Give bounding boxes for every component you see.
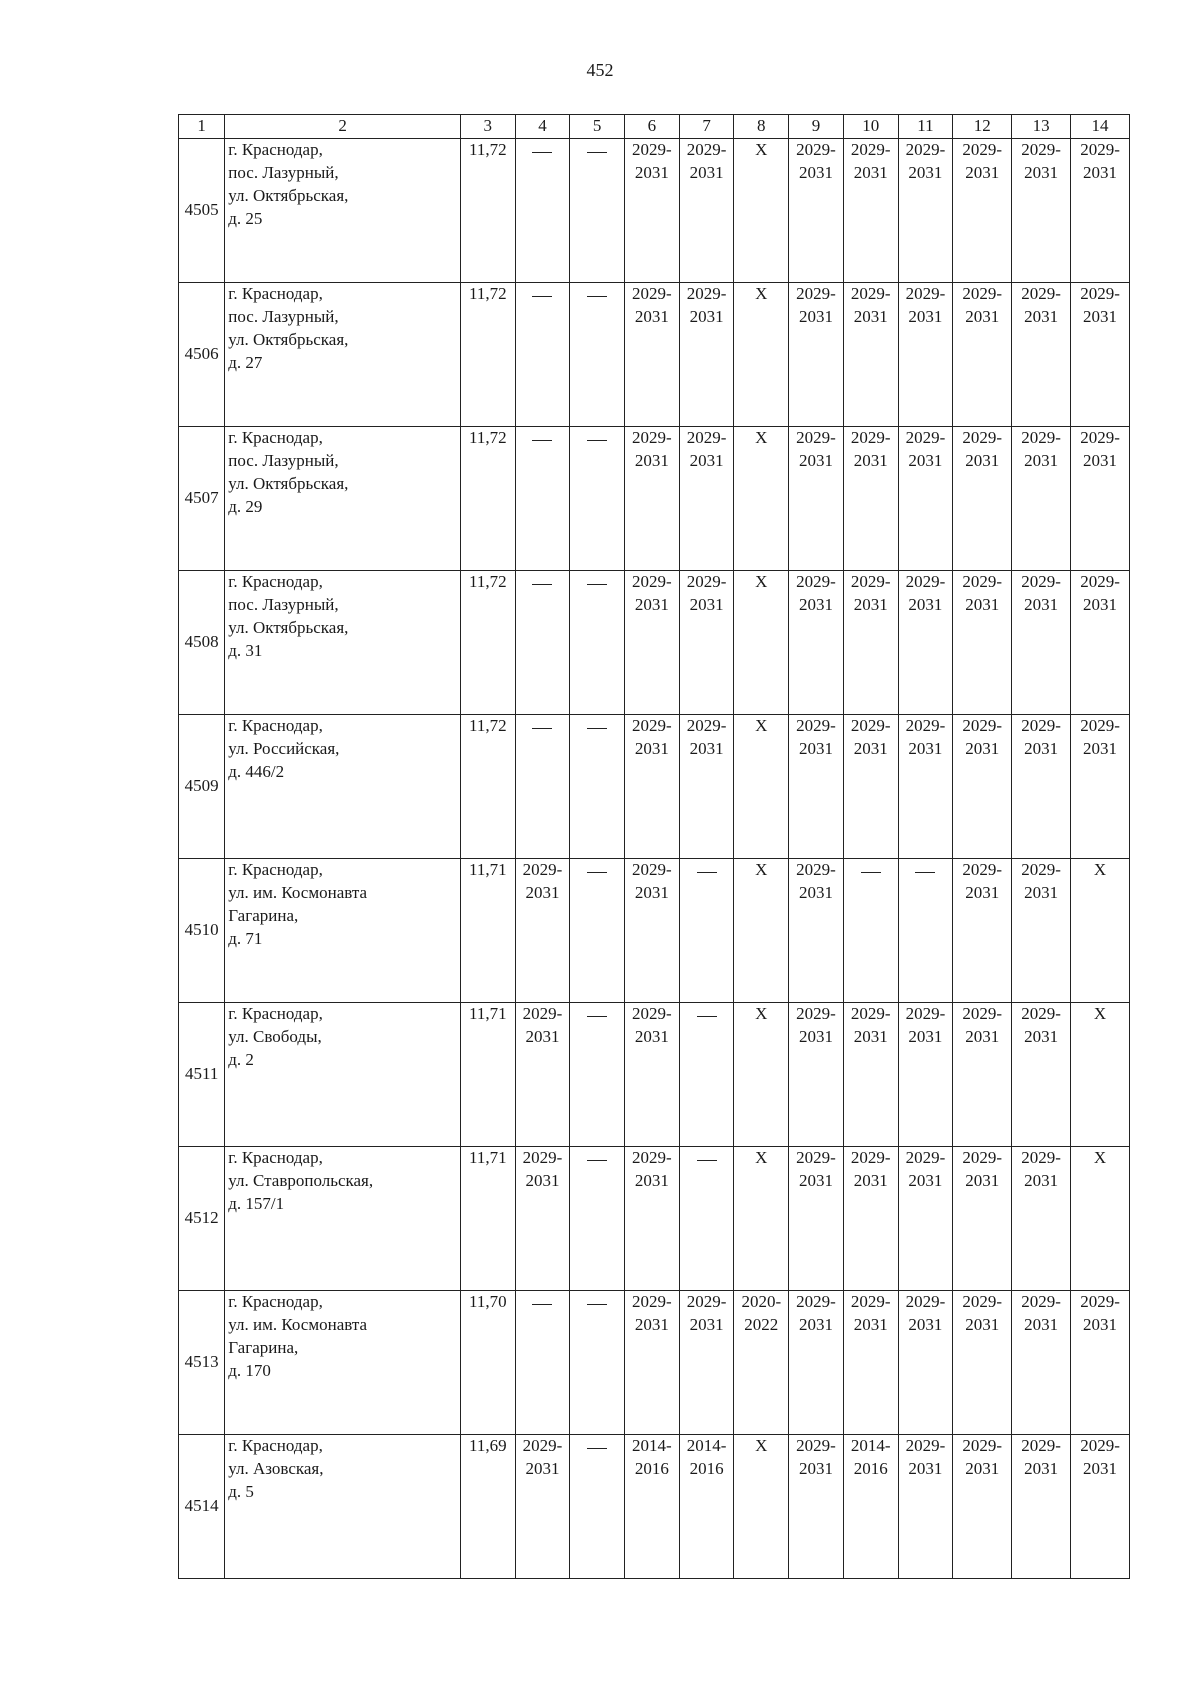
column-header: 9 [789, 115, 844, 139]
address-line: д. 446/2 [228, 761, 285, 781]
x-mark-cell: X [734, 1002, 789, 1146]
dash-cell [679, 1146, 734, 1290]
year-range-cell: 2029- 2031 [625, 282, 680, 426]
column-header: 10 [843, 115, 898, 139]
value-cell: 11,69 [460, 1434, 515, 1578]
year-range-cell: 2029- 2031 [679, 1290, 734, 1434]
address-line: ул. Российская, [228, 738, 340, 758]
year-range-cell: 2029- 2031 [898, 138, 953, 282]
dash-mark [532, 1304, 552, 1305]
year-range-cell: 2029- 2031 [1012, 1434, 1071, 1578]
row-number: 4510 [179, 858, 225, 1002]
address-line: г. Краснодар, [228, 1147, 323, 1167]
year-range-cell: 2029- 2031 [1071, 1290, 1130, 1434]
year-range-cell: 2029- 2031 [515, 858, 570, 1002]
dash-cell [570, 1290, 625, 1434]
x-mark-cell: X [734, 570, 789, 714]
year-range-cell: 2029- 2031 [625, 1290, 680, 1434]
dash-mark [587, 1160, 607, 1161]
row-number: 4508 [179, 570, 225, 714]
table-row [179, 282, 1130, 426]
value-cell: 11,71 [460, 1002, 515, 1146]
value-cell: 11,71 [460, 858, 515, 1002]
year-range-cell: 2029- 2031 [789, 426, 844, 570]
year-range-cell: 2029- 2031 [789, 1434, 844, 1578]
address-cell [225, 138, 461, 282]
year-range-cell: 2029- 2031 [679, 426, 734, 570]
address-line: д. 5 [228, 1481, 254, 1501]
address-line: пос. Лазурный, [228, 162, 339, 182]
table-row [179, 1146, 1130, 1290]
dash-cell [570, 714, 625, 858]
year-range-cell: 2029- 2031 [789, 1146, 844, 1290]
dash-mark [587, 872, 607, 873]
row-number: 4509 [179, 714, 225, 858]
address-line: ул. Октябрьская, [228, 329, 349, 349]
year-range-cell: 2029- 2031 [1012, 282, 1071, 426]
row-number: 4514 [179, 1434, 225, 1578]
column-header: 8 [734, 115, 789, 139]
year-range-cell: 2029- 2031 [843, 1290, 898, 1434]
year-range-cell: 2029- 2031 [1071, 1434, 1130, 1578]
address-line: г. Краснодар, [228, 1291, 323, 1311]
address-line: д. 157/1 [228, 1193, 285, 1213]
dash-cell [515, 1290, 570, 1434]
year-range-cell: 2029- 2031 [843, 426, 898, 570]
dash-cell [515, 714, 570, 858]
address-line: д. 27 [228, 352, 263, 372]
address-cell [225, 1434, 461, 1578]
year-range-cell: 2029- 2031 [1012, 714, 1071, 858]
dash-mark [532, 584, 552, 585]
dash-mark [697, 1016, 717, 1017]
year-range-cell: 2029- 2031 [1071, 282, 1130, 426]
year-range-cell: 2029- 2031 [953, 570, 1012, 714]
dash-mark [532, 440, 552, 441]
row-number: 4505 [179, 138, 225, 282]
x-mark-cell: X [734, 858, 789, 1002]
year-range-cell: 2029- 2031 [1012, 426, 1071, 570]
dash-cell [570, 570, 625, 714]
address-line: ул. им. Космонавта [228, 1314, 368, 1334]
address-line: пос. Лазурный, [228, 594, 339, 614]
address-line: ул. Ставропольская, [228, 1170, 374, 1190]
row-number: 4512 [179, 1146, 225, 1290]
dash-mark [915, 872, 935, 873]
address-line: пос. Лазурный, [228, 450, 339, 470]
column-header: 6 [625, 115, 680, 139]
dash-mark [587, 296, 607, 297]
address-cell [225, 714, 461, 858]
column-header: 4 [515, 115, 570, 139]
address-line: г. Краснодар, [228, 427, 323, 447]
dash-cell [570, 138, 625, 282]
year-range-cell: 2029- 2031 [898, 426, 953, 570]
year-range-cell: 2029- 2031 [898, 1290, 953, 1434]
dash-mark [587, 440, 607, 441]
address-line: Гагарина, [228, 1337, 299, 1357]
row-number: 4513 [179, 1290, 225, 1434]
year-range-cell: 2029- 2031 [679, 138, 734, 282]
address-line: д. 170 [228, 1360, 271, 1380]
dash-cell [515, 570, 570, 714]
year-range-cell: 2029- 2031 [1071, 138, 1130, 282]
year-range-cell: 2029- 2031 [625, 426, 680, 570]
table-row [179, 714, 1130, 858]
address-line: д. 25 [228, 208, 263, 228]
value-cell: 11,72 [460, 570, 515, 714]
dash-cell [898, 858, 953, 1002]
year-range-cell: 2029- 2031 [953, 1002, 1012, 1146]
year-range-cell: 2029- 2031 [843, 282, 898, 426]
address-line: ул. Октябрьская, [228, 473, 349, 493]
address-line: д. 71 [228, 928, 263, 948]
dash-cell [515, 426, 570, 570]
address-line: д. 29 [228, 496, 263, 516]
address-line: г. Краснодар, [228, 571, 323, 591]
year-range-cell: 2029- 2031 [953, 1290, 1012, 1434]
value-cell: 11,71 [460, 1146, 515, 1290]
dash-cell [570, 1146, 625, 1290]
address-cell [225, 570, 461, 714]
year-range-cell: 2029- 2031 [1071, 570, 1130, 714]
dash-mark [587, 1304, 607, 1305]
address-line: ул. Октябрьская, [228, 185, 349, 205]
x-mark-cell: X [734, 714, 789, 858]
year-range-cell: 2029- 2031 [515, 1002, 570, 1146]
year-range-cell: 2029- 2031 [625, 714, 680, 858]
dash-cell [570, 426, 625, 570]
year-range-cell: 2020- 2022 [734, 1290, 789, 1434]
year-range-cell: 2014- 2016 [679, 1434, 734, 1578]
table-body [179, 115, 1130, 1579]
year-range-cell: 2029- 2031 [1012, 138, 1071, 282]
column-header: 12 [953, 115, 1012, 139]
year-range-cell: 2029- 2031 [625, 1146, 680, 1290]
address-cell [225, 1290, 461, 1434]
address-cell [225, 282, 461, 426]
address-line: г. Краснодар, [228, 859, 323, 879]
dash-mark [697, 1160, 717, 1161]
address-line: г. Краснодар, [228, 1003, 323, 1023]
year-range-cell: 2014- 2016 [625, 1434, 680, 1578]
year-range-cell: 2029- 2031 [789, 570, 844, 714]
year-range-cell: 2029- 2031 [679, 282, 734, 426]
year-range-cell: 2029- 2031 [898, 1002, 953, 1146]
address-line: д. 2 [228, 1049, 254, 1069]
header-row [179, 115, 1130, 139]
year-range-cell: 2029- 2031 [625, 138, 680, 282]
column-header: 5 [570, 115, 625, 139]
address-line: Гагарина, [228, 905, 299, 925]
x-mark-cell: X [1071, 858, 1130, 1002]
year-range-cell: 2029- 2031 [843, 1002, 898, 1146]
x-mark-cell: X [734, 138, 789, 282]
value-cell: 11,70 [460, 1290, 515, 1434]
dash-mark [697, 872, 717, 873]
year-range-cell: 2029- 2031 [1012, 858, 1071, 1002]
page-number: 452 [586, 60, 614, 80]
year-range-cell: 2029- 2031 [1012, 1146, 1071, 1290]
dash-mark [587, 728, 607, 729]
row-number: 4507 [179, 426, 225, 570]
table-row [179, 570, 1130, 714]
table-row [179, 426, 1130, 570]
year-range-cell: 2029- 2031 [953, 858, 1012, 1002]
year-range-cell: 2029- 2031 [843, 570, 898, 714]
year-range-cell: 2029- 2031 [953, 1434, 1012, 1578]
year-range-cell: 2029- 2031 [953, 426, 1012, 570]
dash-mark [587, 1016, 607, 1017]
x-mark-cell: X [734, 282, 789, 426]
address-line: г. Краснодар, [228, 139, 323, 159]
x-mark-cell: X [734, 426, 789, 570]
year-range-cell: 2029- 2031 [953, 138, 1012, 282]
year-range-cell: 2029- 2031 [789, 714, 844, 858]
column-header: 14 [1071, 115, 1130, 139]
dash-mark [587, 152, 607, 153]
year-range-cell: 2029- 2031 [843, 714, 898, 858]
x-mark-cell: X [734, 1434, 789, 1578]
dash-mark [532, 152, 552, 153]
year-range-cell: 2029- 2031 [953, 714, 1012, 858]
year-range-cell: 2029- 2031 [1071, 714, 1130, 858]
year-range-cell: 2029- 2031 [1071, 426, 1130, 570]
year-range-cell: 2029- 2031 [679, 714, 734, 858]
year-range-cell: 2029- 2031 [679, 570, 734, 714]
x-mark-cell: X [1071, 1146, 1130, 1290]
dash-cell [570, 858, 625, 1002]
table-row [179, 1002, 1130, 1146]
year-range-cell: 2029- 2031 [515, 1146, 570, 1290]
year-range-cell: 2029- 2031 [789, 282, 844, 426]
year-range-cell: 2029- 2031 [898, 1146, 953, 1290]
address-cell [225, 858, 461, 1002]
year-range-cell: 2029- 2031 [953, 1146, 1012, 1290]
value-cell: 11,72 [460, 138, 515, 282]
table-row [179, 1290, 1130, 1434]
year-range-cell: 2029- 2031 [789, 1002, 844, 1146]
dash-mark [587, 1448, 607, 1449]
value-cell: 11,72 [460, 426, 515, 570]
year-range-cell: 2029- 2031 [953, 282, 1012, 426]
address-line: г. Краснодар, [228, 715, 323, 735]
year-range-cell: 2029- 2031 [1012, 1290, 1071, 1434]
address-cell [225, 1146, 461, 1290]
dash-mark [861, 872, 881, 873]
dash-cell [679, 1002, 734, 1146]
year-range-cell: 2029- 2031 [625, 858, 680, 1002]
column-header: 2 [225, 115, 461, 139]
register-table [178, 114, 1130, 1579]
dash-cell [570, 282, 625, 426]
dash-cell [570, 1002, 625, 1146]
column-header: 3 [460, 115, 515, 139]
year-range-cell: 2029- 2031 [789, 1290, 844, 1434]
year-range-cell: 2014- 2016 [843, 1434, 898, 1578]
column-header: 11 [898, 115, 953, 139]
year-range-cell: 2029- 2031 [1012, 570, 1071, 714]
dash-mark [587, 584, 607, 585]
year-range-cell: 2029- 2031 [843, 138, 898, 282]
year-range-cell: 2029- 2031 [898, 714, 953, 858]
address-line: ул. Октябрьская, [228, 617, 349, 637]
x-mark-cell: X [734, 1146, 789, 1290]
year-range-cell: 2029- 2031 [515, 1434, 570, 1578]
address-cell [225, 426, 461, 570]
table-row [179, 858, 1130, 1002]
table-row [179, 138, 1130, 282]
dash-cell [570, 1434, 625, 1578]
dash-mark [532, 728, 552, 729]
year-range-cell: 2029- 2031 [1012, 1002, 1071, 1146]
year-range-cell: 2029- 2031 [898, 1434, 953, 1578]
table-row [179, 1434, 1130, 1578]
address-line: ул. Азовская, [228, 1458, 324, 1478]
address-line: г. Краснодар, [228, 283, 323, 303]
dash-cell [515, 138, 570, 282]
column-header: 7 [679, 115, 734, 139]
x-mark-cell: X [1071, 1002, 1130, 1146]
year-range-cell: 2029- 2031 [898, 282, 953, 426]
value-cell: 11,72 [460, 282, 515, 426]
dash-mark [532, 296, 552, 297]
dash-cell [843, 858, 898, 1002]
address-cell [225, 1002, 461, 1146]
column-header: 1 [179, 115, 225, 139]
year-range-cell: 2029- 2031 [843, 1146, 898, 1290]
row-number: 4506 [179, 282, 225, 426]
year-range-cell: 2029- 2031 [625, 1002, 680, 1146]
row-number: 4511 [179, 1002, 225, 1146]
address-line: пос. Лазурный, [228, 306, 339, 326]
year-range-cell: 2029- 2031 [898, 570, 953, 714]
column-header: 13 [1012, 115, 1071, 139]
address-line: ул. Свободы, [228, 1026, 322, 1046]
value-cell: 11,72 [460, 714, 515, 858]
address-line: д. 31 [228, 640, 263, 660]
year-range-cell: 2029- 2031 [789, 858, 844, 1002]
address-line: ул. им. Космонавта [228, 882, 368, 902]
year-range-cell: 2029- 2031 [625, 570, 680, 714]
address-line: г. Краснодар, [228, 1435, 323, 1455]
dash-cell [515, 282, 570, 426]
dash-cell [679, 858, 734, 1002]
year-range-cell: 2029- 2031 [789, 138, 844, 282]
